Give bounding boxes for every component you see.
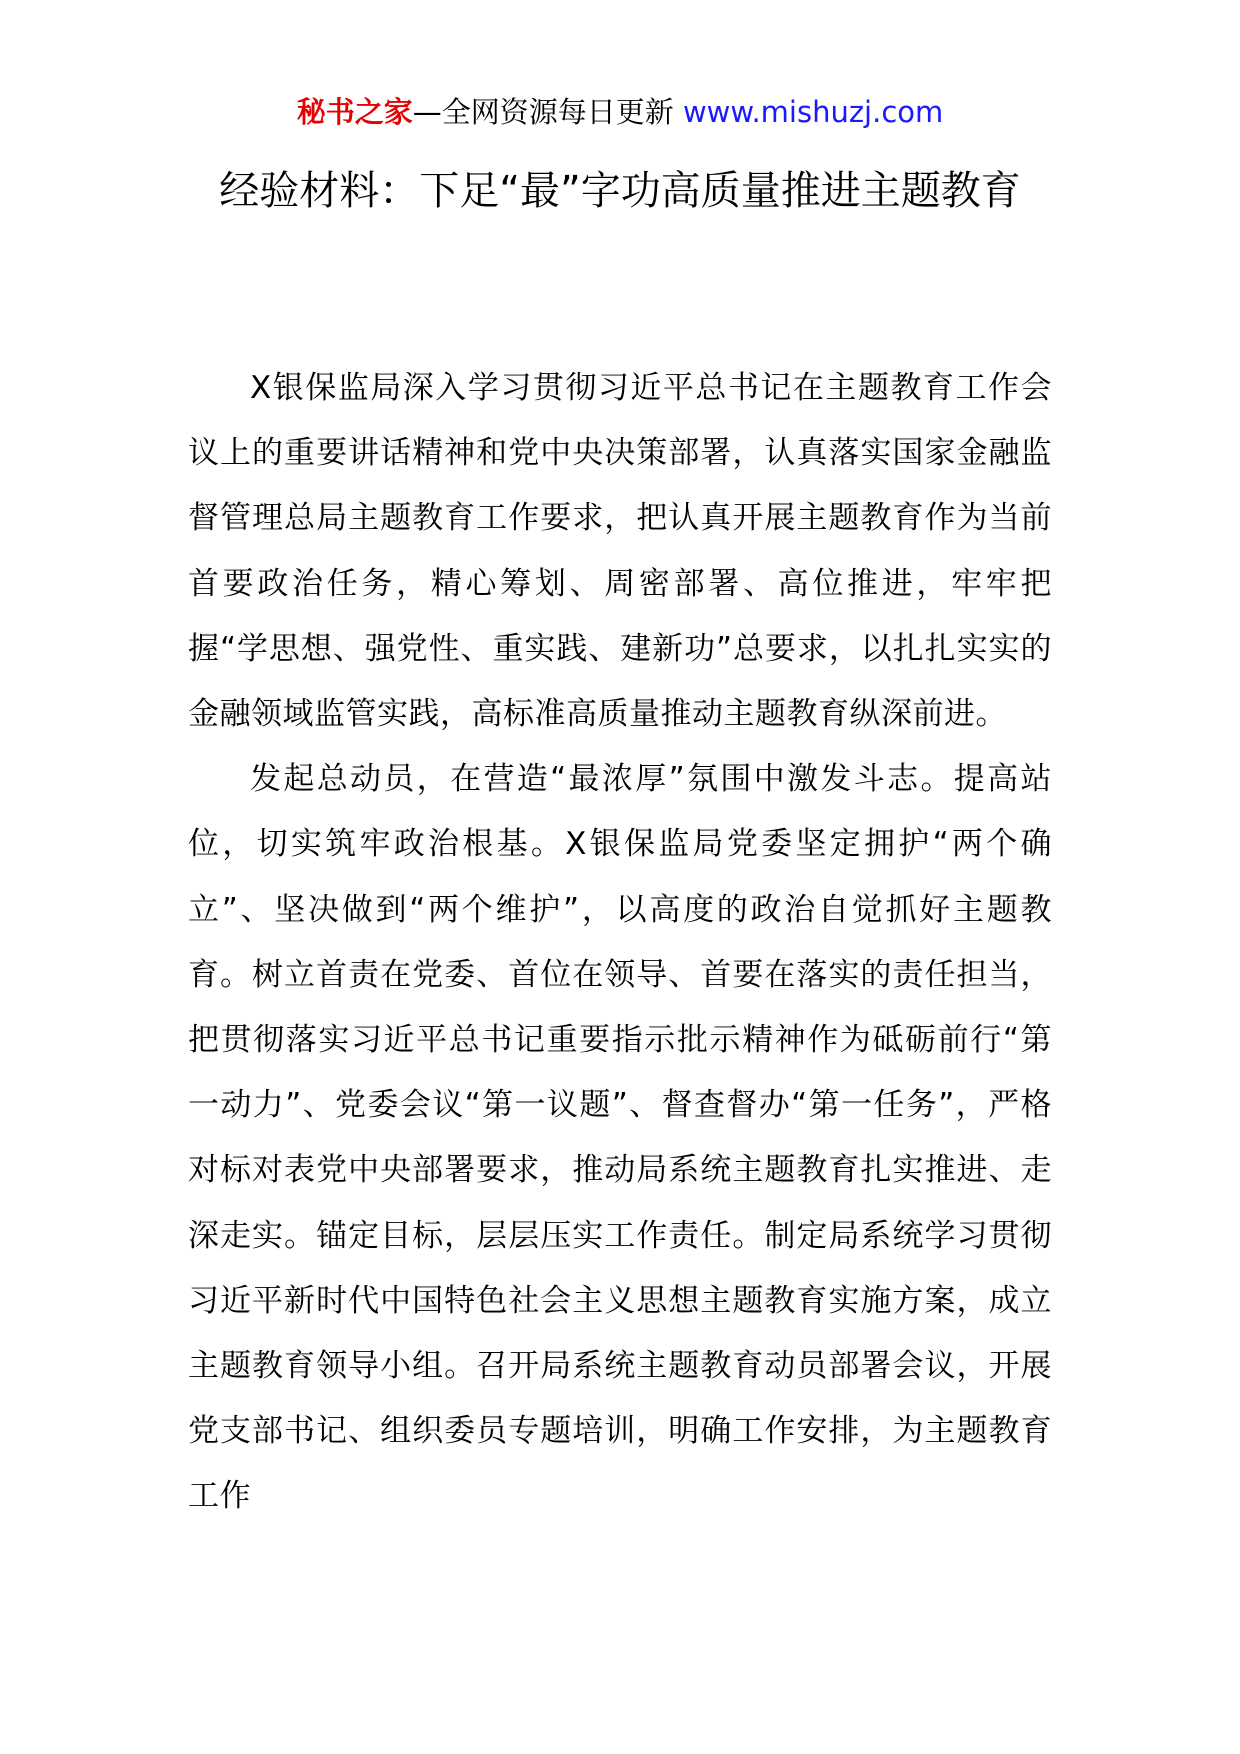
paragraph-mobilization: 发起总动员，在营造“最浓厚”氛围中激发斗志。提高站位，切实筑牢政治根基。X银保监局党委坚定拥护“两个确立”、坚决做到“两个维护”，以高度的政治自觉抓好主题教育。树立首责在党委、首位在领导、首要在落实的责任担当，把贯彻落实习近平总书记重要指示批示精神作为砥砺前行“第一动力”、党委会议“第一议题”、督查督办“第一任务”，严格对标对表党中央部署要求，推动局系统主题教育扎实推进、走深走实。锚定目标，层层压实工作责任。制定局系统学习贯彻习近平新时代中国特色社会主义思想主题教育实施方案，成立主题教育领导小组。召开局系统主题教育动员部署会议，开展党支部书记、组织委员专题培训，明确工作安排，为主题教育工作 <box>188 761 1052 1515</box>
document-body <box>188 356 1052 1530</box>
site-brand: 秘书之家 <box>296 95 413 129</box>
paragraph-intro: X银保监局深入学习贯彻习近平总书记在主题教育工作会议上的重要讲话精神和党中央决策部署，认真落实国家金融监督管理总局主题教育工作要求，把认真开展主题教育作为当前首要政治任务，精心筹划、周密部署、高位推进，牢牢把握“学思想、强党性、重实践、建新功”总要求，以扎扎实实的金融领域监管实践，高标准高质量推动主题教育纵深前进。 <box>188 370 1052 733</box>
document-title: 经验材料：下足“最”字功高质量推进主题教育 <box>219 168 1021 214</box>
site-header <box>0 92 1240 132</box>
site-tagline: —全网资源每日更新 <box>412 95 683 129</box>
site-url-link[interactable]: www.mishuzj.com <box>682 95 944 129</box>
